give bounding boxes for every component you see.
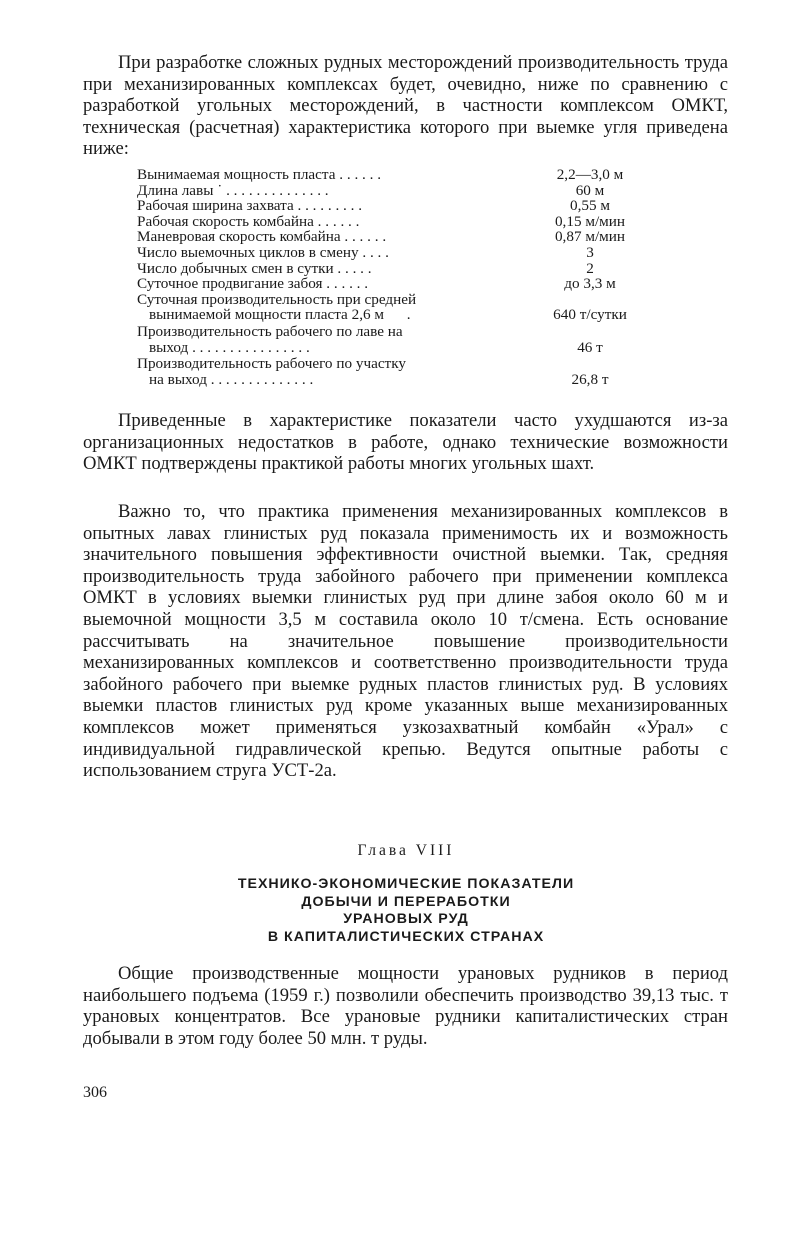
spec-label: Производительность рабочего по участку [137, 356, 406, 372]
body-paragraph: Приведенные в характеристике показатели часто ухудшаются из-за организационных недостатков в работе, однако технические возможности ОМКТ подтверждены практикой работы многих угольных шахт. [83, 410, 728, 475]
spec-label: Суточное продвигание забоя . . . . . . [137, 276, 369, 292]
spec-value: 3 [586, 243, 594, 261]
spec-label: Число выемочных циклов в смену . . . . [137, 244, 389, 261]
spec-label: выход . . . . . . . . . . . . . . . . [149, 339, 310, 356]
spec-value: 2 [586, 259, 594, 277]
body-paragraph: Общие производственные мощности урановых рудников в период наибольшего подъема (1959 г.) позволили обеспечить производство 39,13 тыс. т урановых концентратов. Все урановые рудники капиталистических стран добывали в этом году более 50 млн. т руды. [83, 963, 728, 1049]
spec-value: 0,15 м/мин [554, 212, 626, 230]
chapter-title-line: В КАПИТАЛИСТИЧЕСКИХ СТРАНАХ [267, 928, 545, 945]
chapter-title-line: УРАНОВЫХ РУД [343, 911, 469, 927]
spec-row [137, 198, 677, 214]
spec-value: 60 м [575, 181, 605, 199]
spec-row [137, 356, 677, 372]
chapter-title [0, 876, 812, 946]
chapter-title-line: ДОБЫЧИ И ПЕРЕРАБОТКИ [301, 893, 511, 910]
spec-value: 640 т/сутки [553, 306, 627, 324]
spec-label: Рабочая ширина захвата . . . . . . . . . [137, 198, 363, 214]
spec-value: 0,87 м/мин [554, 228, 626, 246]
spec-row [137, 324, 677, 340]
spec-label: Производительность рабочего по лаве на [137, 323, 403, 340]
page-number: 306 [83, 1084, 107, 1101]
spec-value: 46 т [577, 338, 603, 356]
spec-label: Суточная производительность при средней [137, 291, 417, 308]
spec-row [137, 307, 677, 323]
spec-row [137, 245, 677, 261]
chapter-title-line: ТЕХНИКО-ЭКОНОМИЧЕСКИЕ ПОКАЗАТЕЛИ [237, 876, 575, 892]
spec-row [137, 214, 677, 230]
spec-value: 26,8 т [571, 370, 609, 388]
intro-paragraph: При разработке сложных рудных месторождений производительность труда при механизированных комплексах будет, очевидно, ниже по сравнению с разработкой угольных месторождений, в частности комплексом ОМКТ, техническая (расчетная) характеристика которого при выемке угля приведена ниже: [83, 52, 728, 160]
spec-label: Маневровая скорость комбайна . . . . . . [137, 229, 387, 245]
spec-row [137, 292, 677, 308]
omkt-spec-table [137, 167, 677, 387]
spec-label: на выход . . . . . . . . . . . . . . [149, 371, 314, 388]
spec-row [137, 183, 677, 199]
spec-value: до 3,3 м [564, 275, 616, 293]
spec-label: Длина лавы ˙ . . . . . . . . . . . . . . [137, 182, 329, 199]
spec-row [137, 229, 677, 245]
spec-row [137, 261, 677, 277]
chapter-label: Глава VIII [357, 842, 455, 859]
spec-row [137, 276, 677, 292]
spec-label: Число добычных смен в сутки . . . . . [137, 260, 372, 277]
spec-label: Рабочая скорость комбайна . . . . . . [137, 213, 360, 230]
body-paragraph: Важно то, что практика применения механизированных комплексов в опытных лавах глинистых руд показала применимость их и возможность значительного повышения эффективности очистной выемки. Так, средняя производительность труда забойного рабочего при применении комплекса ОМКТ в условиях выемки глинистых руд при длине забоя около 60 м и выемочной мощности 3,5 м составила около 10 т/смена. Есть основание рассчитывать на значительное повышение производительности механизированных комплексов и соответственно производительности труда забойного рабочего при выемке рудных пластов глинистых руд. В условиях выемки пластов глинистых руд кроме указанных выше механизированных комплексов может применяться узкозахватный комбайн «Урал» с индивидуальной гидравлической крепью. Ведутся опытные работы с использованием струга УСТ-2а. [83, 501, 728, 782]
spec-value: 2,2—3,0 м [556, 166, 624, 183]
spec-label: Вынимаемая мощность пласта . . . . . . [137, 167, 382, 183]
spec-row [137, 167, 677, 183]
spec-row [137, 340, 677, 356]
spec-label: вынимаемой мощности пласта 2,6 м . [149, 307, 411, 323]
spec-value: 0,55 м [570, 197, 610, 215]
spec-row [137, 372, 677, 388]
